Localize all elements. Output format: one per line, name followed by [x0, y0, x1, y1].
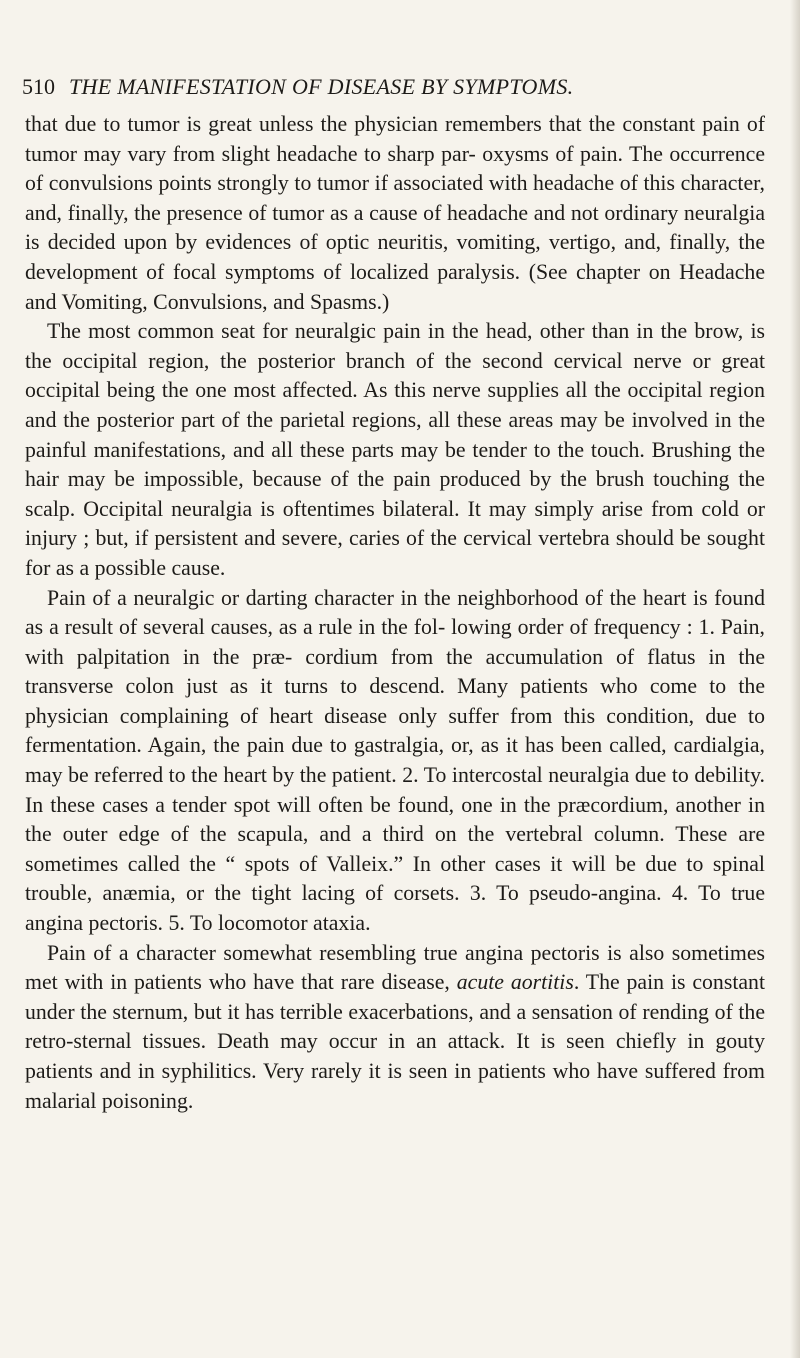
paragraph-2: The most common seat for neuralgic pain in the head, other than in the brow, is the occipital region, the posterior branch of the second cervical nerve or great occipital being the one most affected. As this nerve supplies all the occipital region and the posterior part of the parietal regions, all these areas may be involved in the painful manifestations, and all these parts may be tender to the touch. Brushing the hair may be impossible, because of the pain produced by the brush touching the scalp. Occipital neuralgia is oftentimes bilateral. It may simply arise from cold or injury ; but, if persistent and severe, caries of the cervical vertebra should be sought for as a possible cause.: [25, 319, 765, 580]
paragraph-4-text-end: . The pain is constant under the sternum, but it has terrible exacerbations, and a sensation of rending of the retro-sternal tissues. Death may occur in an attack. It is seen chiefly in gouty patients and in syphilitics. Very rarely it is seen in patients who have suffered from malarial poisoning.: [25, 970, 765, 1113]
page-number: 510: [22, 74, 55, 99]
paragraph-4-text-start: Pain of a character somewhat resembling true angina pectoris is also sometimes met with in patients who have that rare disease,: [25, 940, 765, 995]
page-edge-shadow: [790, 0, 800, 1358]
paragraph-1: that due to tumor is great unless the physician remembers that the constant pain of tumor may vary from slight headache to sharp par- oxysms of pain. The occurrence of convulsions points strongly to tumor if associated with headache of this character, and, finally, the presence of tumor as a cause of headache and not ordinary neuralgia is decided upon by evidences of optic neuritis, vomiting, vertigo, and, finally, the development of focal symptoms of localized paralysis. (See chapter on Headache and Vomiting, Convulsions, and Spasms.): [25, 112, 765, 314]
running-head: [22, 74, 782, 100]
running-head-title: THE MANIFESTATION OF DISEASE BY SYMPTOMS.: [69, 74, 574, 99]
paragraph-3: Pain of a neuralgic or darting character in the neighborhood of the heart is found as a result of several causes, as a rule in the fol- lowing order of frequency : 1. Pain, with palpitation in the præ- cordium from the accumulation of flatus in the transverse colon just as it turns to descend. Many patients who come to the physician complaining of heart disease only suffer from this condition, due to fermentation. Again, the pain due to gastralgia, or, as it has been called, cardialgia, may be referred to the heart by the patient. 2. To intercostal neuralgia due to debility. In these cases a tender spot will often be found, one in the præcordium, another in the outer edge of the scapula, and a third on the vertebral column. These are sometimes called the “ spots of Valleix.” In other cases it will be due to spinal trouble, anæmia, or the tight lacing of corsets. 3. To pseudo-angina. 4. To true angina pectoris. 5. To locomotor ataxia.: [25, 585, 765, 936]
paragraph-4: [25, 939, 765, 1117]
italic-term-acute-aortitis: acute aortitis: [456, 970, 574, 995]
body-text: [25, 110, 765, 1116]
